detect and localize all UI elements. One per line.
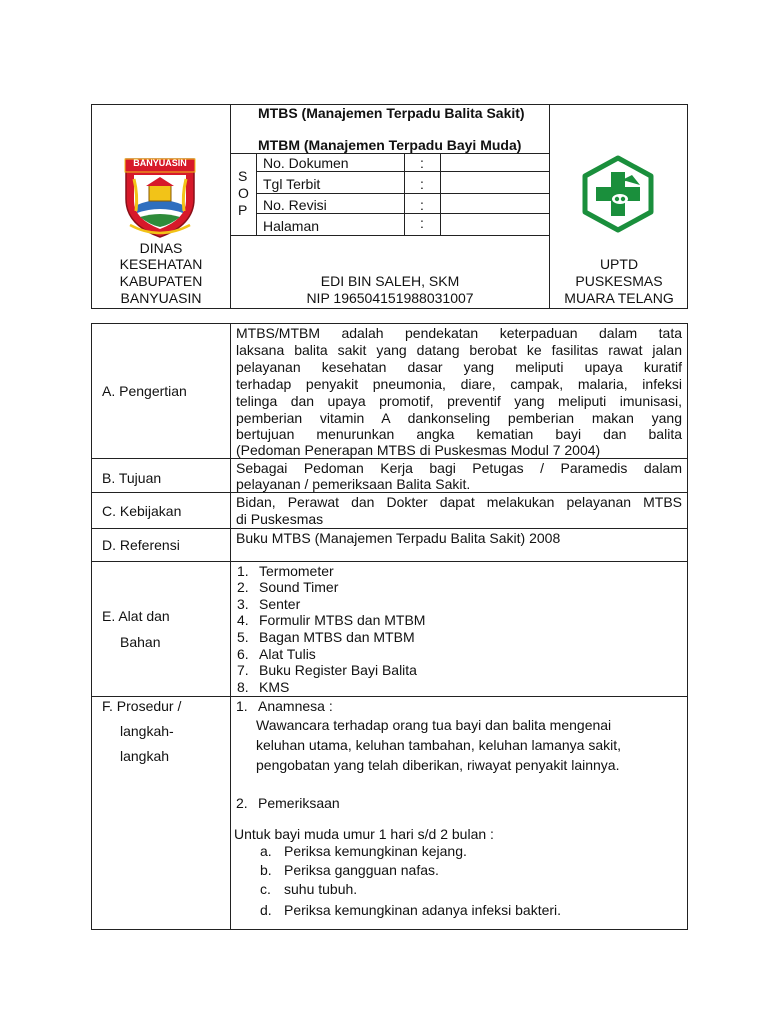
pengertian-line-5: telinga dan upaya promotif, preventif yang meliputi imunisasi, [236, 393, 682, 409]
alat-item [237, 579, 338, 596]
pengertian-line-6: pemberian vitamin A dankonseling pemberian makan yang [236, 410, 682, 426]
section-label-prosedur-1: F. Prosedur / [102, 698, 182, 714]
left-org-line-3: KABUPATEN [119, 273, 203, 289]
prosedur-step-1-line-1: Wawancara terhadap orang tua bayi dan balita mengenai [256, 717, 612, 733]
pengertian-line-2: laksana balita sakit yang datang berobat ke fasilitas rawat jalan [236, 342, 682, 358]
alat-item-num: 6. [237, 646, 249, 662]
pengertian-line-1: MTBS/MTBM adalah pendekatan keterpaduan dalam tata [236, 325, 682, 341]
section-label-tujuan: B. Tujuan [102, 470, 162, 486]
doc-label-revisi: No. Revisi [263, 197, 327, 213]
alat-item-num: 2. [237, 579, 249, 595]
body-hline-e [91, 696, 688, 697]
prosedur-step-1-title: Anamnesa : [258, 698, 333, 714]
doc-label-nomor: No. Dokumen [263, 155, 349, 171]
prosedur-bayi-item-text: suhu tubuh. [284, 881, 358, 897]
doc-label-terbit: Tgl Terbit [263, 176, 321, 192]
alat-item-num: 8. [237, 679, 249, 695]
left-org-line-1: DINAS [139, 240, 183, 256]
alat-item-num: 7. [237, 662, 249, 678]
header-colon-divider-a [404, 153, 405, 235]
title-mtbm: MTBM (Manajemen Terpadu Bayi Muda) [258, 137, 522, 153]
body-hline-c [91, 528, 688, 529]
left-org-line-4: BANYUASIN [120, 290, 202, 306]
sop-letter-p: P [238, 202, 248, 218]
prosedur-step-1-num: 1. [236, 698, 248, 714]
alat-item-text: Alat Tulis [259, 646, 316, 662]
alat-item-text: Senter [259, 596, 301, 612]
doc-colon-nomor: : [420, 155, 424, 171]
prosedur-step-1-line-3: pengobatan yang telah diberikan, riwayat penyakit lainnya. [256, 757, 620, 773]
section-label-referensi: D. Referensi [102, 537, 180, 553]
doc-colon-halaman: : [420, 215, 424, 231]
prosedur-step-1-line-2: keluhan utama, keluhan tambahan, keluhan lamanya sakit, [256, 737, 622, 753]
alat-item [237, 629, 415, 646]
prosedur-step-1 [236, 698, 333, 715]
pengertian-line-4: terhadap penyakit pneumonia, diare, campak, malaria, infeksi [236, 376, 682, 392]
prosedur-bayi-item-letter: d. [260, 902, 272, 918]
prosedur-bayi-item-letter: b. [260, 862, 272, 878]
right-org-line-3: MUARA TELANG [564, 290, 674, 306]
banyuasin-logo [122, 155, 198, 239]
alat-item-num: 4. [237, 612, 249, 628]
referensi-text: Buku MTBS (Manajemen Terpadu Balita Sakit) 2008 [236, 530, 561, 546]
pengertian-line-7: bertujuan menurunkan angka kematian bayi dan balita [236, 426, 682, 442]
right-org-line-2: PUSKESMAS [575, 273, 663, 289]
header-sop-divider [256, 153, 257, 235]
alat-item-text: Termometer [259, 563, 334, 579]
alat-item-text: Buku Register Bayi Balita [259, 662, 417, 678]
tujuan-line-1: Sebagai Pedoman Kerja bagi Petugas / Paramedis dalam [236, 460, 682, 476]
alat-item-text: Sound Timer [259, 579, 339, 595]
header-hline-rows-end [230, 235, 549, 236]
prosedur-bayi-item-letter: a. [260, 843, 272, 859]
body-hline-d [91, 561, 688, 562]
alat-item-text: Formulir MTBS dan MTBM [259, 612, 426, 628]
section-label-pengertian: A. Pengertian [102, 383, 187, 399]
alat-item [237, 596, 300, 613]
pengertian-line-3: pelayanan kesehatan dasar yang meliputi upaya kuratif [236, 359, 682, 375]
prosedur-bayi-item [260, 902, 561, 919]
sop-letter-s: S [238, 168, 248, 184]
prosedur-bayi-item [260, 843, 467, 860]
kebijakan-line-1: Bidan, Perawat dan Dokter dapat melakukan pelayanan MTBS [236, 494, 682, 510]
prosedur-step-2 [236, 795, 340, 812]
section-label-alat-1: E. Alat dan [102, 608, 170, 624]
section-label-prosedur-3: langkah [120, 748, 170, 764]
section-label-kebijakan: C. Kebijakan [102, 503, 182, 519]
header-colon-divider-b [440, 153, 441, 235]
alat-item [237, 563, 334, 580]
kebijakan-line-2: di Puskesmas [236, 511, 324, 527]
prosedur-bayi-item [260, 881, 357, 898]
prosedur-step-2-title: Pemeriksaan [258, 795, 340, 811]
header-hline-row2 [256, 193, 549, 194]
prosedur-bayi-item-text: Periksa kemungkinan adanya infeksi bakteri. [284, 902, 562, 918]
prosedur-step-2-num: 2. [236, 795, 248, 811]
alat-item [237, 612, 425, 629]
doc-colon-terbit: : [420, 176, 424, 192]
doc-colon-revisi: : [420, 197, 424, 213]
alat-item-num: 3. [237, 596, 249, 612]
prosedur-bayi-item-text: Periksa gangguan nafas. [284, 862, 439, 878]
puskesmas-logo [580, 155, 656, 233]
alat-item [237, 662, 417, 679]
alat-item [237, 679, 289, 696]
title-mtbs: MTBS (Manajemen Terpadu Balita Sakit) [258, 105, 525, 121]
pengertian-line-8: (Pedoman Penerapan MTBS di Puskesmas Modul 7 2004) [236, 442, 601, 458]
left-org-line-2: KESEHATAN [119, 256, 203, 272]
alat-item-num: 1. [237, 563, 249, 579]
prosedur-bayi-item-text: Periksa kemungkinan kejang. [284, 843, 467, 859]
prosedur-bayi-item-letter: c. [260, 881, 271, 897]
section-label-alat-2: Bahan [120, 634, 161, 650]
signer-nip: NIP 196504151988031007 [306, 290, 474, 306]
banyuasin-logo-text: BANYUASIN [133, 158, 187, 168]
alat-item [237, 646, 316, 663]
doc-label-halaman: Halaman [263, 218, 320, 234]
signer-name: EDI BIN SALEH, SKM [320, 273, 460, 289]
tujuan-line-2: pelayanan / pemeriksaan Balita Sakit. [236, 476, 471, 492]
prosedur-bayi-intro: Untuk bayi muda umur 1 hari s/d 2 bulan : [234, 826, 494, 842]
alat-item-num: 5. [237, 629, 249, 645]
body-label-divider [230, 323, 231, 930]
alat-item-text: KMS [259, 679, 290, 695]
section-label-prosedur-2: langkah- [120, 723, 174, 739]
alat-item-text: Bagan MTBS dan MTBM [259, 629, 415, 645]
right-org-line-1: UPTD [599, 256, 639, 272]
sop-letter-o: O [238, 185, 249, 201]
prosedur-bayi-item [260, 862, 439, 879]
